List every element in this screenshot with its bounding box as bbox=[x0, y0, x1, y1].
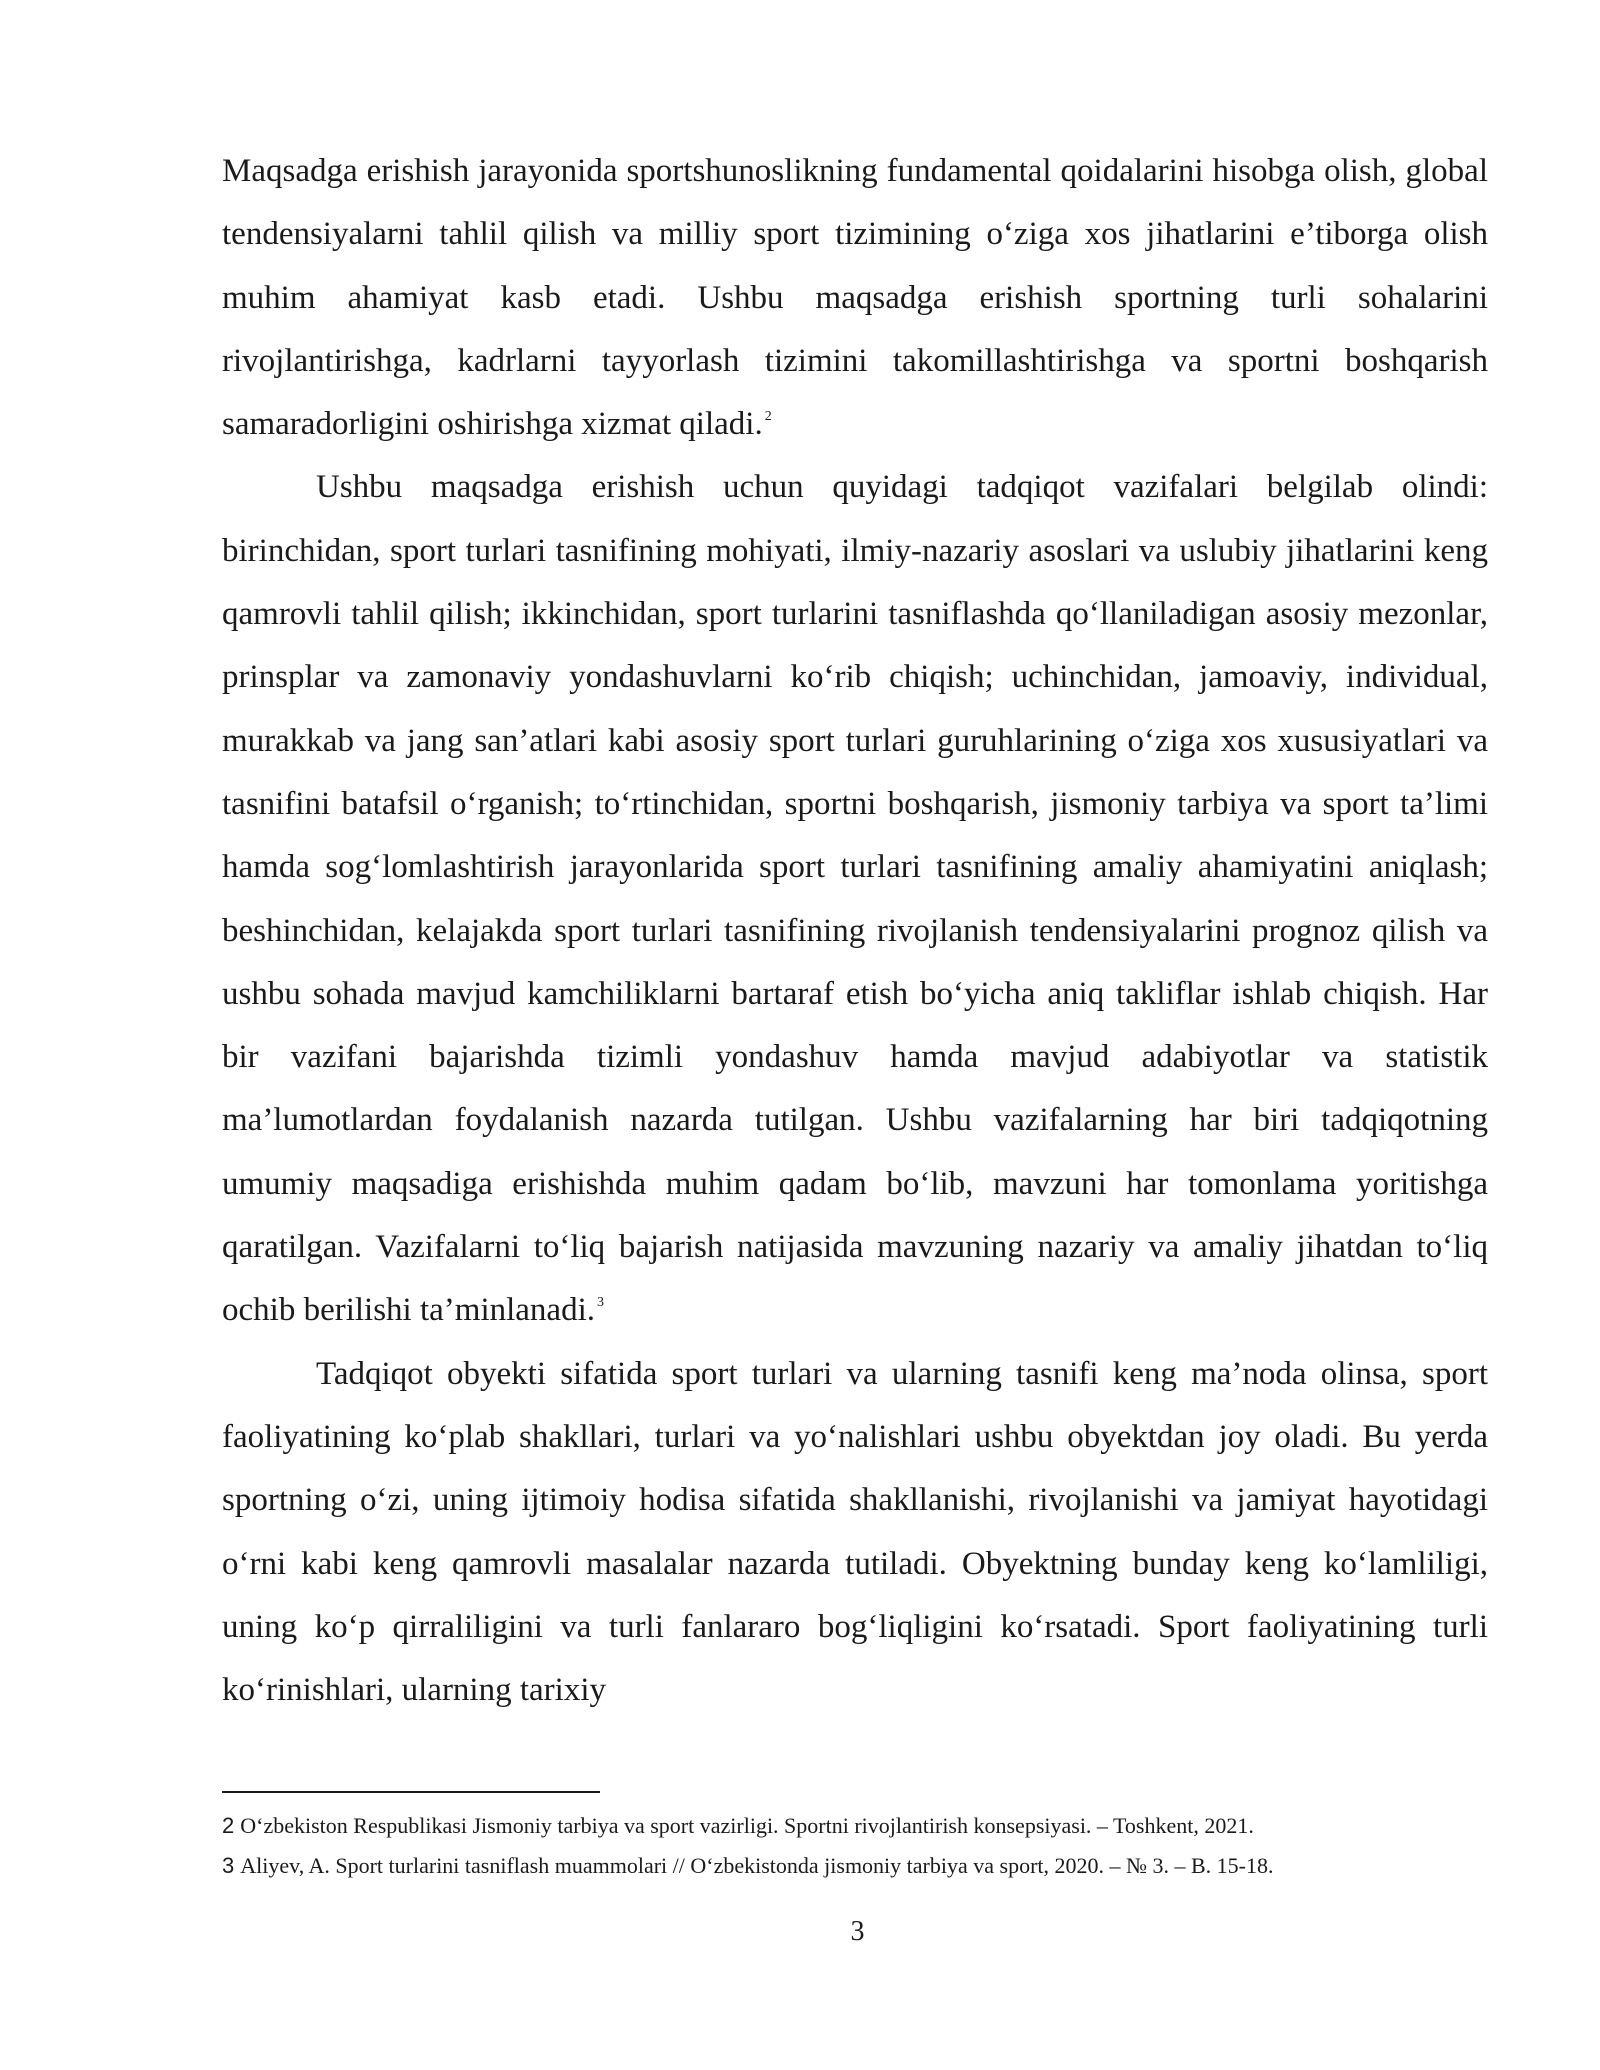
footnotes bbox=[222, 1806, 1522, 1886]
paragraph-2 bbox=[222, 456, 1488, 1342]
footnote-3-text: Aliyev, A. Sport turlarini tasniflash muammolari // O‘zbekistonda jismoniy tarbiya va sport, 2020. – № 3. – B. 15-18. bbox=[240, 1853, 1274, 1878]
paragraph-3-text: Tadqiqot obyekti sifatida sport turlari va ularning tasnifi keng ma’noda olinsa, sport faoliyatining ko‘plab shakllari, turlari va yo‘nalishlari ushbu obyektdan joy oladi. Bu yerda sportning o‘zi, uning ijtimoiy hodisa sifatida shakllanishi, rivojlanishi va jamiyat hayotidagi o‘rni kabi keng qamrovli masalalar nazarda tutiladi. Obyektning bunday keng ko‘lamliligi, uning ko‘p qirraliligini va turli fanlararo bog‘liqligini ko‘rsatadi. Sport faoliyatining turli ko‘rinishlari, ularning tarixiy bbox=[222, 1355, 1488, 1709]
footnote-3 bbox=[222, 1846, 1522, 1886]
footnote-ref-3[interactable]: 3 bbox=[597, 1295, 604, 1311]
footnote-ref-2[interactable]: 2 bbox=[764, 409, 772, 425]
paragraph-1 bbox=[222, 140, 1488, 456]
footnote-2-number: 2 bbox=[222, 1813, 235, 1838]
body-text bbox=[222, 140, 1488, 1722]
footnote-2-text: O‘zbekiston Respublikasi Jismoniy tarbiya va sport vazirligi. Sportni rivojlantirish konsepsiyasi. – Toshkent, 2021. bbox=[240, 1813, 1254, 1838]
footnote-separator bbox=[222, 1791, 600, 1793]
footnote-2 bbox=[222, 1806, 1522, 1846]
paragraph-1-text: Maqsadga erishish jarayonida sportshunoslikning fundamental qoidalarini hisobga olish, global tendensiyalarni tahlil qilish va milliy sport tizimining o‘ziga xos jihatlarini e’tiborga olish muhim ahamiyat kasb etadi. Ushbu maqsadga erishish sportning turli sohalarini rivojlantirishga, kadrlarni tayyorlash tizimini takomillashtirishga va sportni boshqarish samaradorligini oshirishga xizmat qiladi. bbox=[222, 153, 1488, 443]
footnote-3-number: 3 bbox=[222, 1853, 235, 1878]
paragraph-2-text: Ushbu maqsadga erishish uchun quyidagi tadqiqot vazifalari belgilab olindi: birinchidan, sport turlari tasnifining mohiyati, ilmiy-nazariy asoslari va uslubiy jihatlarini keng qamrovli tahlil qilish; ikkinchidan, sport turlarini tasniflashda qo‘llaniladigan asosiy mezonlar, prinsplar va zamonaviy yondashuvlarni ko‘rib chiqish; uchinchidan, jamoaviy, individual, murakkab va jang san’atlari kabi asosiy sport turlari guruhlarining o‘ziga xos xususiyatlari va tasnifini batafsil o‘rganish; to‘rtinchidan, sportni boshqarish, jismoniy tarbiya va sport ta’limi hamda sog‘lomlashtirish jarayonlarida sport turlari tasnifining amaliy ahamiyatini aniqlash; beshinchidan, kelajakda sport turlari tasnifining rivojlanish tendensiyalarini prognoz qilish va ushbu sohada mavjud kamchiliklarni bartaraf etish bo‘yicha aniq takliflar ishlab chiqish. Har bir vazifani bajarishda tizimli yondashuv hamda mavjud adabiyotlar va statistik ma’lumotlardan foydalanish nazarda tutilgan. Ushbu vazifalarning har biri tadqiqotning umumiy maqsadiga erishishda muhim qadam bo‘lib, mavzuni har tomonlama yoritishga qaratilgan. Vazifalarni to‘liq bajarish natijasida mavzuning nazariy va amaliy jihatdan to‘liq ochib berilishi ta’minlanadi. bbox=[222, 469, 1488, 1329]
page-number: 3 bbox=[850, 1916, 865, 1947]
paragraph-3 bbox=[222, 1343, 1488, 1723]
